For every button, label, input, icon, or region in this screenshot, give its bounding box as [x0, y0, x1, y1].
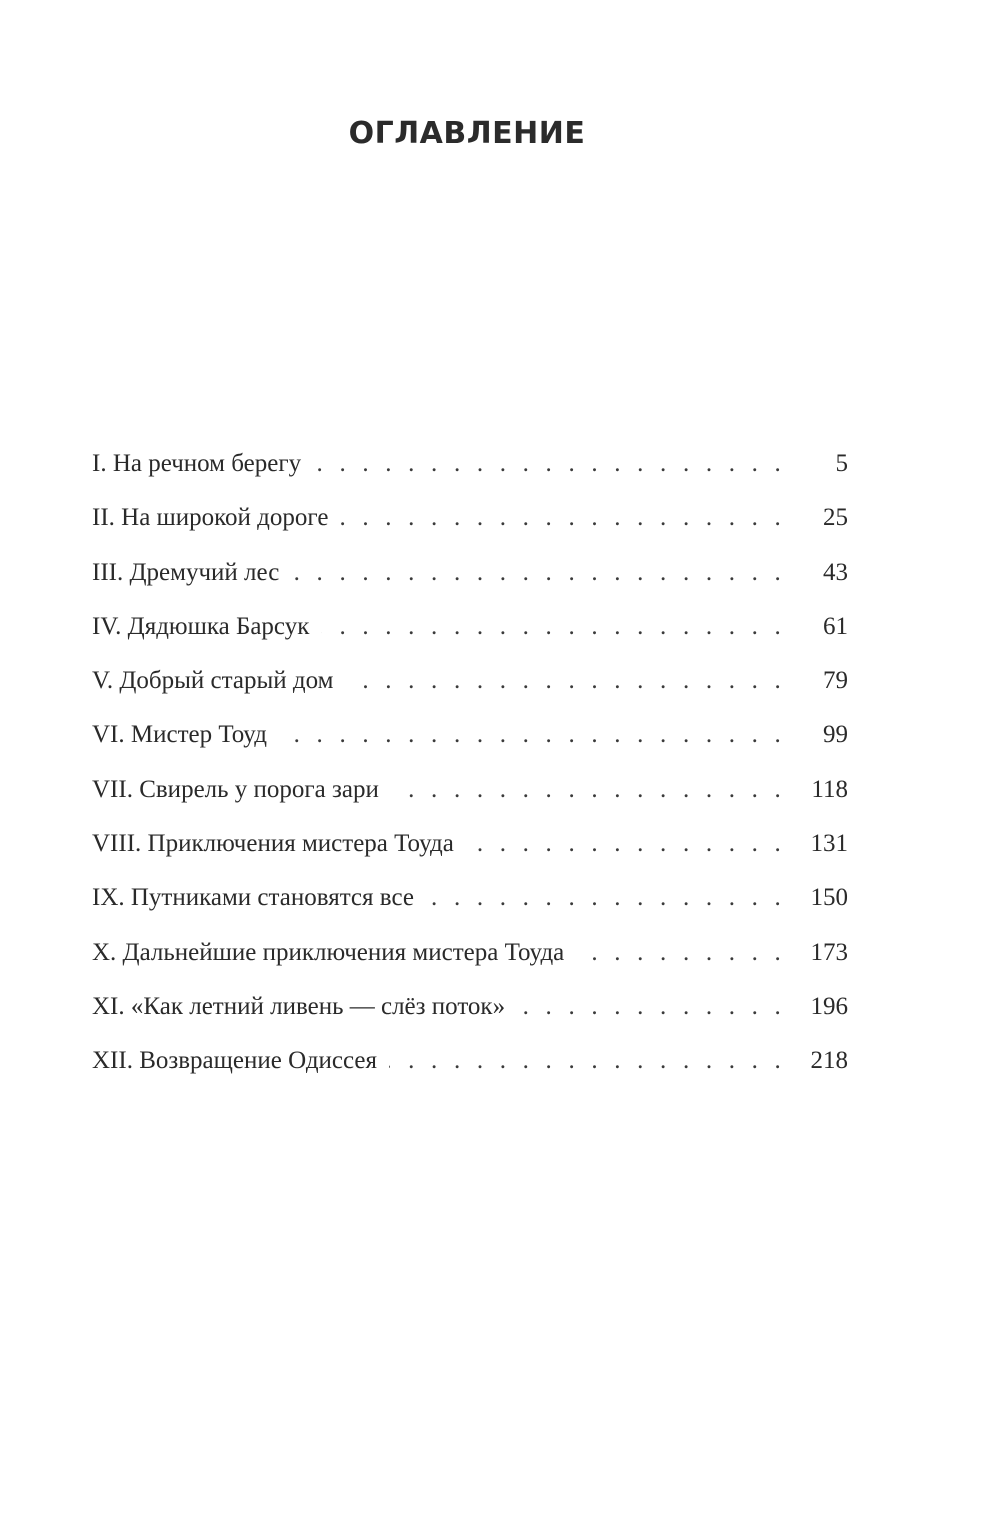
- toc-entry-page: 196: [810, 992, 848, 1020]
- toc-entry-page: 99: [823, 721, 848, 749]
- toc-entry: [92, 939, 848, 993]
- toc-dot-leader: [517, 993, 786, 1021]
- toc-dot-leader: [391, 776, 786, 804]
- toc-dot-leader: [466, 830, 786, 858]
- toc-entry-title: VI. Мистер Тоуд: [92, 721, 267, 749]
- toc-entry: [92, 450, 848, 504]
- toc-entry-page: 150: [810, 884, 848, 912]
- toc-entry-title: X. Дальнейшие приключения мистера Тоуда: [92, 938, 565, 966]
- toc-dot-leader: [279, 721, 786, 749]
- toc-dot-leader: [313, 450, 786, 478]
- toc-entry-title: VII. Свирель у порога зари: [92, 775, 379, 803]
- toc-entry: [92, 721, 848, 775]
- toc-entry-page: 43: [823, 558, 848, 586]
- toc-entry-title: II. На широкой дороге: [92, 504, 329, 532]
- toc-entry-page: 131: [810, 830, 848, 858]
- toc-entry-page: 5: [835, 450, 848, 477]
- toc-entry-page: 218: [810, 1047, 848, 1075]
- toc-entry: [92, 776, 848, 830]
- toc-entry-title: I. На речном берегу: [92, 450, 302, 477]
- toc-dot-leader: [389, 1047, 786, 1075]
- toc-entry: [92, 830, 848, 884]
- toc-entry-title: IV. Дядюшка Барсук: [92, 612, 310, 640]
- toc-entry: [92, 559, 848, 613]
- toc-entry: [92, 613, 848, 667]
- toc-entry-page: 61: [823, 612, 848, 640]
- toc-dot-leader: [291, 559, 786, 587]
- toc-entry-page: 118: [811, 775, 848, 803]
- toc-entry-title: XI. «Как летний ливень — слёз поток»: [92, 992, 506, 1020]
- toc-entry: [92, 884, 848, 938]
- toc-dot-leader: [345, 667, 786, 695]
- toc-dot-leader: [321, 613, 786, 641]
- toc-entry-page: 173: [810, 938, 848, 966]
- toc-dot-leader: [576, 939, 786, 967]
- toc-entry: [92, 504, 848, 558]
- toc-dot-leader: [340, 504, 786, 532]
- table-of-contents: [92, 450, 848, 1102]
- toc-entry-title: III. Дремучий лес: [92, 558, 280, 586]
- toc-entry-title: VIII. Приключения мистера Тоуда: [92, 830, 454, 858]
- toc-entry-page: 79: [823, 667, 848, 695]
- toc-entry: [92, 993, 848, 1047]
- toc-entry-title: IX. Путниками становятся все: [92, 884, 414, 912]
- toc-entry-title: V. Добрый старый дом: [92, 667, 334, 695]
- toc-entry-page: 25: [823, 504, 848, 532]
- toc-entry: [92, 1047, 848, 1101]
- page-title: ОГЛАВЛЕНИЕ: [348, 116, 586, 152]
- toc-entry: [92, 667, 848, 721]
- toc-entry-title: XII. Возвращение Одиссея: [92, 1047, 378, 1075]
- toc-dot-leader: [426, 884, 786, 912]
